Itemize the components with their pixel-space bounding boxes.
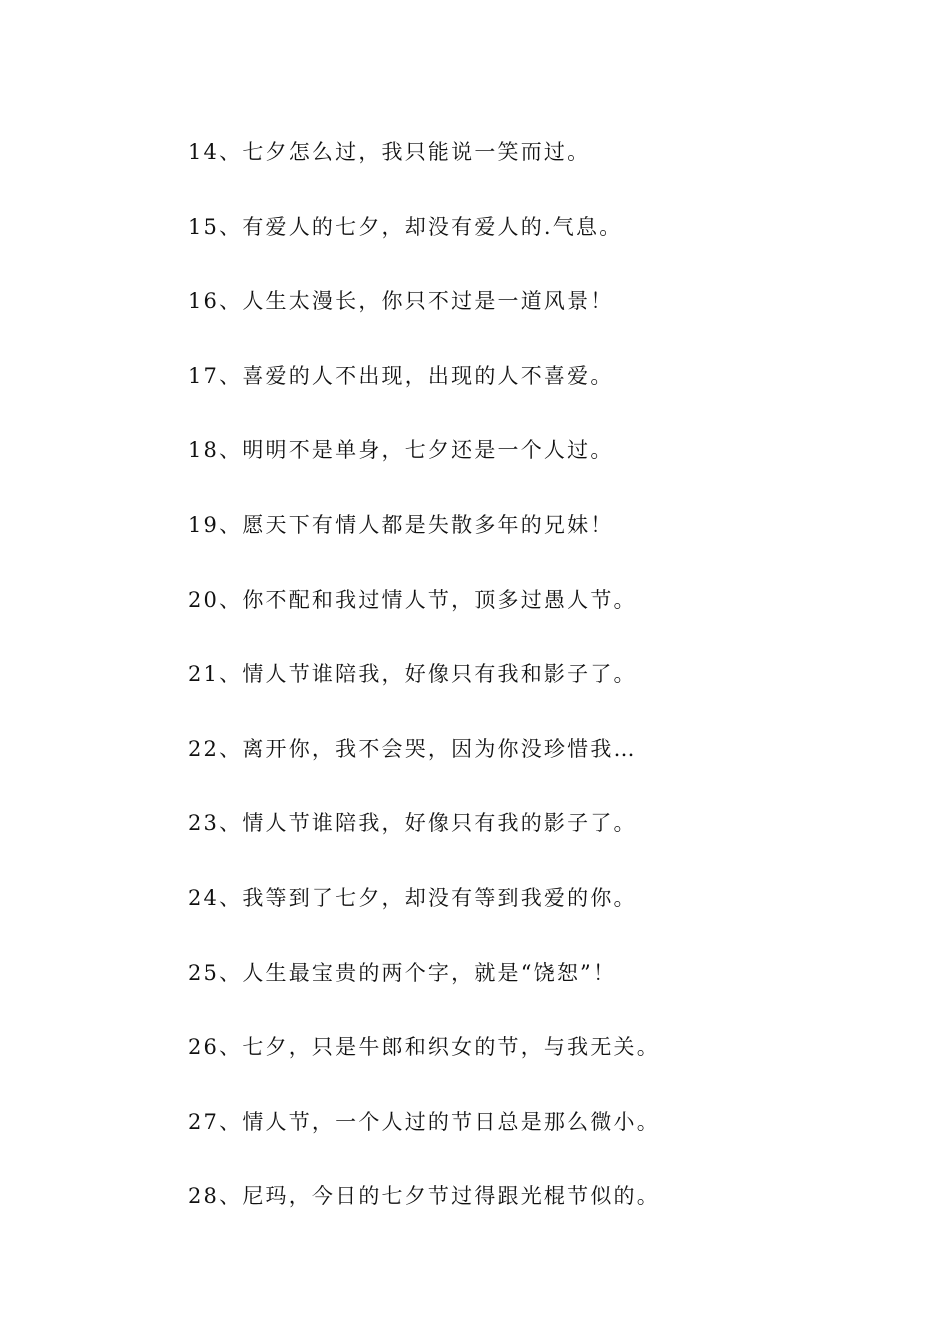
list-item: 19、愿天下有情人都是失散多年的兄妹！ — [188, 512, 614, 537]
list-item: 22、离开你，我不会哭，因为你没珍惜我… — [188, 736, 637, 761]
list-item: 27、情人节，一个人过的节日总是那么微小。 — [188, 1109, 660, 1134]
list-item: 15、有爱人的七夕，却没有爱人的.气息。 — [188, 214, 623, 239]
list-item: 17、喜爱的人不出现，出现的人不喜爱。 — [188, 363, 614, 388]
list-item: 16、人生太漫长，你只不过是一道风景！ — [188, 289, 614, 314]
list-item: 21、情人节谁陪我，好像只有我和影子了。 — [188, 662, 637, 687]
list-item: 25、人生最宝贵的两个字，就是“饶恕”！ — [188, 960, 617, 985]
list-item: 18、明明不是单身，七夕还是一个人过。 — [188, 438, 614, 463]
list-item: 14、七夕怎么过，我只能说一笑而过。 — [188, 140, 591, 164]
list-item: 24、我等到了七夕，却没有等到我爱的你。 — [188, 885, 637, 910]
quote-list — [188, 134, 660, 1253]
list-item: 20、你不配和我过情人节，顶多过愚人节。 — [188, 587, 637, 612]
list-item: 26、七夕，只是牛郎和织女的节，与我无关。 — [188, 1035, 660, 1060]
list-item: 23、情人节谁陪我，好像只有我的影子了。 — [188, 811, 637, 836]
list-item: 28、尼玛，今日的七夕节过得跟光棍节似的。 — [188, 1184, 660, 1209]
